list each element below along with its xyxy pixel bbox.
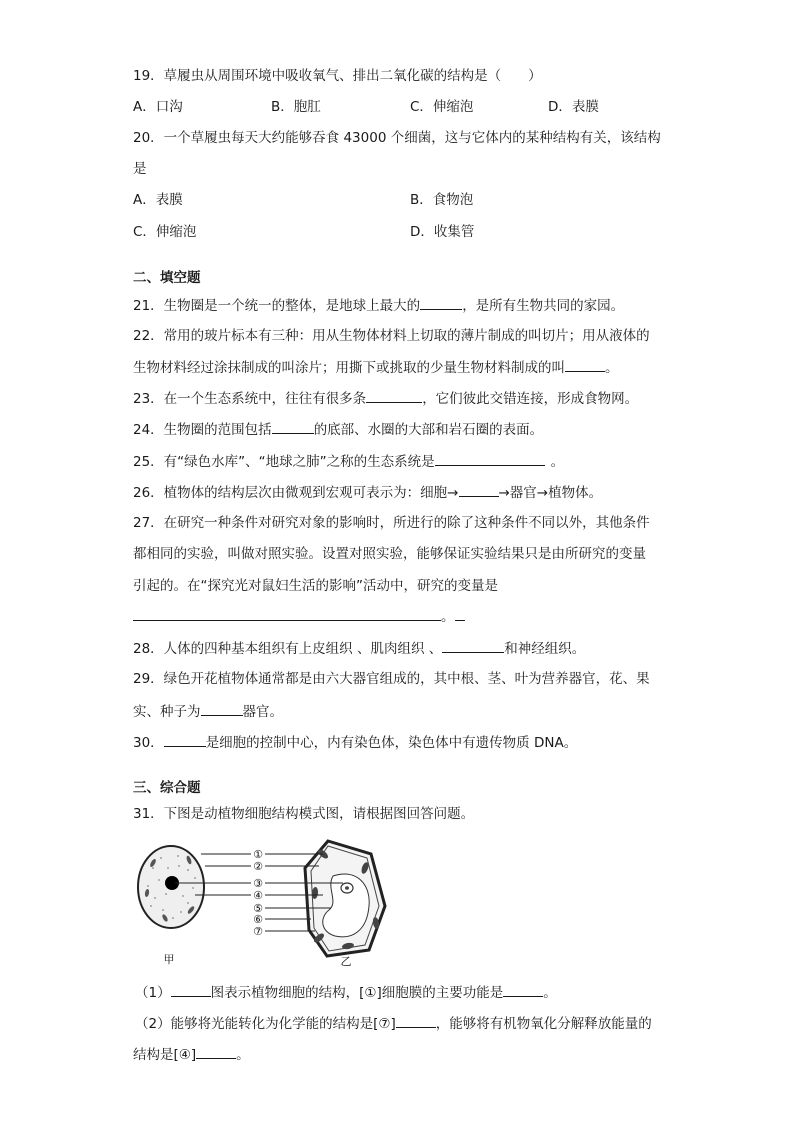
q27-line2: 都相同的实验，叫做对照实验。设置对照实验，能够保证实验结果只是由所研究的变量	[133, 546, 646, 562]
q29-line2	[133, 701, 283, 722]
q30-text-b: 是细胞的控制中心，内有染色体，染色体中有遗传物质 DNA。	[205, 735, 578, 751]
q31-stem: 31．下图是动植物细胞结构模式图，请根据图回答问题。	[133, 806, 475, 822]
q23-text-a: 23．在一个生态系统中，往往有很多条	[133, 391, 367, 407]
q30	[133, 732, 577, 753]
q31-sub1-blank2[interactable]	[503, 982, 543, 997]
q31-sub1-end: 。	[543, 985, 557, 1001]
q27-text-end: 。	[441, 609, 455, 625]
q26	[133, 482, 602, 503]
q25	[133, 451, 564, 472]
q19-option-c: C．伸缩泡	[410, 99, 474, 115]
q31-sub2-blank1[interactable]	[396, 1013, 436, 1028]
q21-text-b: ，是所有生物共同的家园。	[462, 298, 625, 314]
caption-yi: 乙	[340, 955, 352, 968]
q26-text-a: 26．植物体的结构层次由微观到宏观可表示为：细胞→	[133, 485, 459, 501]
q23-blank[interactable]	[366, 388, 422, 403]
q24-text-b: 的底部、水圈的大部和岩石圈的表面。	[313, 422, 544, 438]
q24-text-a: 24．生物圈的范围包括	[133, 422, 272, 438]
q25-text-a: 25．有“绿色水库”、“地球之肺”之称的生态系统是	[133, 454, 435, 470]
section-fill-in-title: 二、填空题	[133, 270, 201, 286]
q24-blank[interactable]	[272, 419, 314, 434]
q29-line1: 29．绿色开花植物体通常都是由六大器官组成的，其中根、茎、叶为营养器官，花、果	[133, 671, 650, 687]
q20-stem-line2: 是	[133, 161, 147, 177]
q28	[133, 638, 585, 659]
q19-option-a: A．口沟	[133, 99, 183, 115]
q22-blank[interactable]	[565, 357, 605, 372]
plant-cell-illustration	[305, 841, 385, 956]
q20-option-c: C．伸缩泡	[133, 224, 197, 240]
q23	[133, 388, 638, 409]
caption-jia: 甲	[163, 953, 175, 966]
q31-sub1-text: 图表示植物细胞的结构，[①]细胞膜的主要功能是	[210, 985, 504, 1001]
q25-blank[interactable]	[435, 451, 545, 466]
label-4: ④	[253, 889, 263, 902]
label-1: ①	[253, 848, 263, 861]
section-comprehensive-title: 三、综合题	[133, 780, 201, 796]
q22-text-a: 生物材料经过涂抹制成的叫涂片；用撕下或挑取的少量生物材料制成的叫	[133, 360, 565, 376]
q29-text-a: 实、种子为	[133, 704, 201, 720]
q31-sub1	[135, 982, 557, 1003]
q22-text-b: 。	[605, 360, 619, 376]
q20-option-b: B．食物泡	[410, 192, 474, 208]
label-6: ⑥	[253, 913, 263, 926]
q27-line3: 引起的。在“探究光对鼠妇生活的影响”活动中，研究的变量是	[133, 578, 498, 594]
q20-option-d: D．收集管	[410, 224, 475, 240]
animal-cell-illustration	[138, 846, 204, 928]
q22-line1: 22．常用的玻片标本有三种：用从生物体材料上切取的薄片制成的叫切片；用从液体的	[133, 328, 650, 344]
q31-sub2-line1	[135, 1013, 652, 1034]
q29-text-b: 器官。	[242, 704, 283, 720]
q28-blank[interactable]	[442, 638, 504, 653]
q19-option-d: D．表膜	[548, 99, 599, 115]
label-3: ③	[253, 877, 263, 890]
label-5: ⑤	[253, 902, 263, 915]
q31-sub1-prefix: （1）	[135, 985, 171, 1001]
cell-structure-diagram	[133, 838, 403, 968]
q21-text-a: 21．生物圈是一个统一的整体，是地球上最大的	[133, 298, 421, 314]
q31-sub2-text-c: 结构是[④]	[133, 1047, 197, 1063]
q21-blank[interactable]	[420, 295, 462, 310]
q21	[133, 295, 624, 316]
q27-blank[interactable]	[133, 606, 441, 621]
q25-text-b: 。	[550, 454, 565, 470]
q31-sub2-blank2[interactable]	[196, 1044, 236, 1059]
label-7: ⑦	[253, 925, 263, 938]
q27-line1: 27．在研究一种条件对研究对象的影响时，所进行的除了这种条件不同以外，其他条件	[133, 515, 650, 531]
q22-line2	[133, 357, 619, 378]
q31-sub2-end: 。	[236, 1047, 250, 1063]
q27-blank-tail	[455, 606, 465, 621]
q28-text-a: 28．人体的四种基本组织有上皮组织 、肌肉组织 、	[133, 641, 443, 657]
q23-text-b: ，它们彼此交错连接，形成食物网。	[422, 391, 639, 407]
q19-option-b: B．胞肛	[271, 99, 321, 115]
q24	[133, 419, 543, 440]
q30-text-a: 30．	[133, 735, 164, 751]
q19-stem: 19．草履虫从周围环境中吸收氧气、排出二氧化碳的结构是（ ）	[133, 68, 542, 84]
q31-sub2-line2	[133, 1044, 250, 1065]
q20-stem-line1: 20．一个草履虫每天大约能够吞食 43000 个细菌，这与它体内的某种结构有关，该结构	[133, 130, 661, 146]
q27-line4	[133, 606, 465, 627]
q20-option-a: A．表膜	[133, 192, 183, 208]
q26-blank[interactable]	[459, 482, 499, 497]
q26-text-b: →器官→植物体。	[498, 485, 603, 501]
q29-blank[interactable]	[201, 701, 243, 716]
q31-sub2-text-a: （2）能够将光能转化为化学能的结构是[⑦]	[135, 1016, 396, 1032]
label-2: ②	[253, 860, 263, 873]
q31-sub1-blank1[interactable]	[171, 982, 211, 997]
q31-sub2-text-b: ，能够将有机物氧化分解释放能量的	[435, 1016, 652, 1032]
q28-text-b: 和神经组织。	[504, 641, 586, 657]
q30-blank[interactable]	[164, 732, 206, 747]
